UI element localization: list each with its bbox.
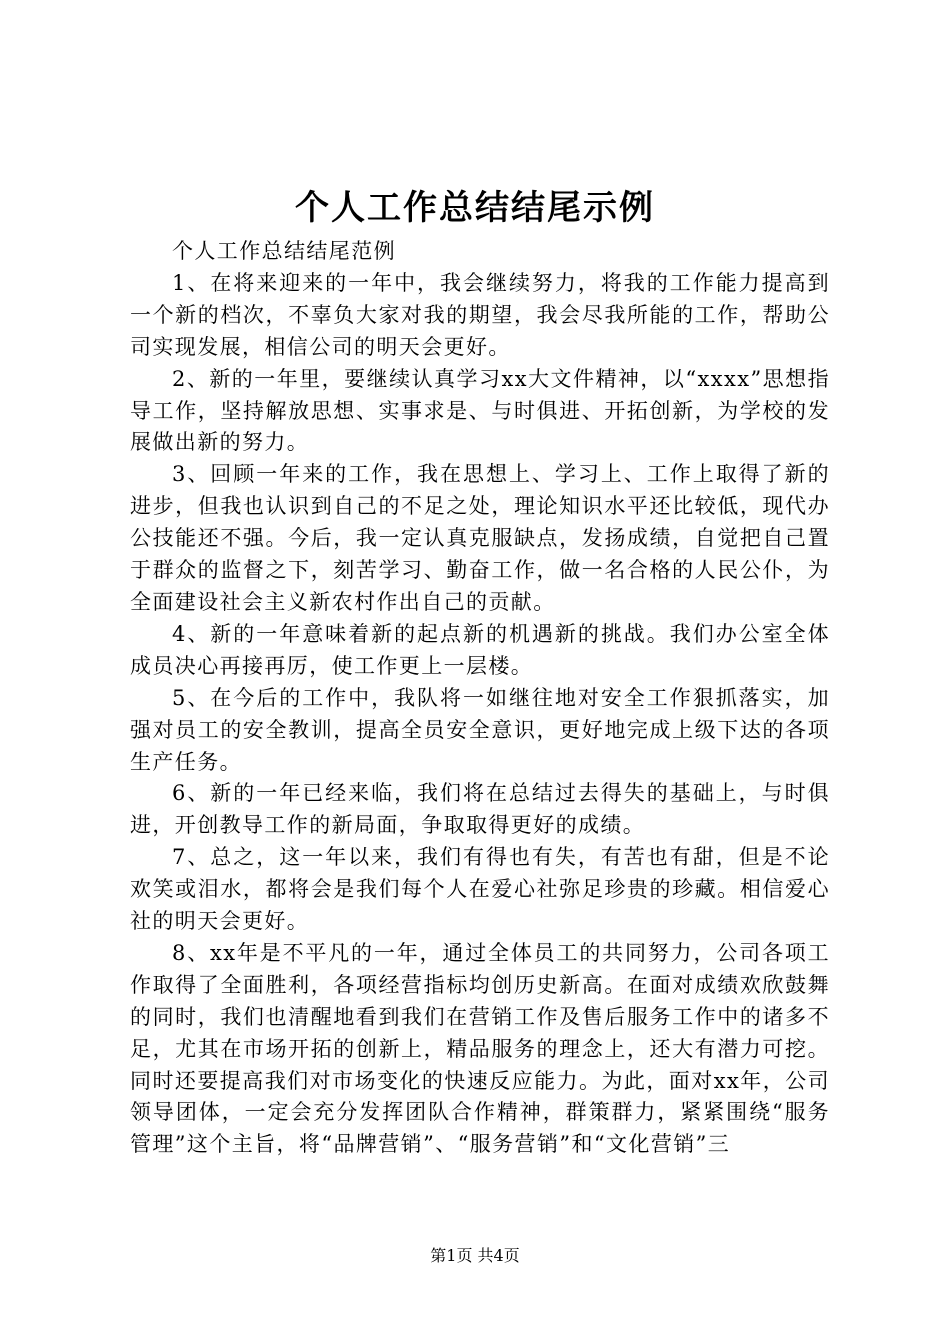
document-title: 个人工作总结结尾示例 xyxy=(295,188,655,228)
paragraph-6: 6、新的一年已经来临，我们将在总结过去得失的基础上，与时俱进，开创教导工作的新局面，争取取得更好的成绩。 xyxy=(130,781,830,838)
document-subtitle: 个人工作总结结尾范例 xyxy=(172,239,396,263)
paragraph-8: 8、xx年是不平凡的一年，通过全体员工的共同努力，公司各项工作取得了全面胜利，各项经营指标均创历史新高。在面对成绩欢欣鼓舞的同时，我们也清醒地看到我们在营销工作及售后服务工作中的诸多不足，尤其在市场开拓的创新上，精品服务的理念上，还大有潜力可挖。同时还要提高我们对市场变化的快速反应能力。为此，面对xx年，公司领导团体，一定会充分发挥团队合作精神，群策群力，紧紧围绕“服务管理”这个主旨，将“品牌营销”、“服务营销”和“文化营销”三 xyxy=(130,940,830,1157)
paragraph-1: 1、在将来迎来的一年中，我会继续努力，将我的工作能力提高到一个新的档次，不辜负大家对我的期望，我会尽我所能的工作，帮助公司实现发展，相信公司的明天会更好。 xyxy=(130,270,830,359)
page-footer: 第1页 共4页 xyxy=(430,1246,520,1265)
paragraph-2: 2、新的一年里，要继续认真学习xx大文件精神，以“xxxx”思想指导工作，坚持解放思想、实事求是、与时俱进、开拓创新，为学校的发展做出新的努力。 xyxy=(130,366,830,455)
paragraph-4: 4、新的一年意味着新的起点新的机遇新的挑战。我们办公室全体成员决心再接再厉，使工作更上一层楼。 xyxy=(130,621,830,678)
paragraph-7: 7、总之，这一年以来，我们有得也有失，有苦也有甜，但是不论欢笑或泪水，都将会是我们每个人在爱心社弥足珍贵的珍藏。相信爱心社的明天会更好。 xyxy=(130,845,830,934)
paragraph-3: 3、回顾一年来的工作，我在思想上、学习上、工作上取得了新的进步，但我也认识到自己的不足之处，理论知识水平还比较低，现代办公技能还不强。今后，我一定认真克服缺点，发扬成绩，自觉把自己置于群众的监督之下，刻苦学习、勤奋工作，做一名合格的人民公仆，为全面建设社会主义新农村作出自己的贡献。 xyxy=(130,462,830,614)
paragraph-5: 5、在今后的工作中，我队将一如继往地对安全工作狠抓落实，加强对员工的安全教训，提高全员安全意识，更好地完成上级下达的各项生产任务。 xyxy=(130,685,830,774)
document-body xyxy=(130,236,830,1161)
